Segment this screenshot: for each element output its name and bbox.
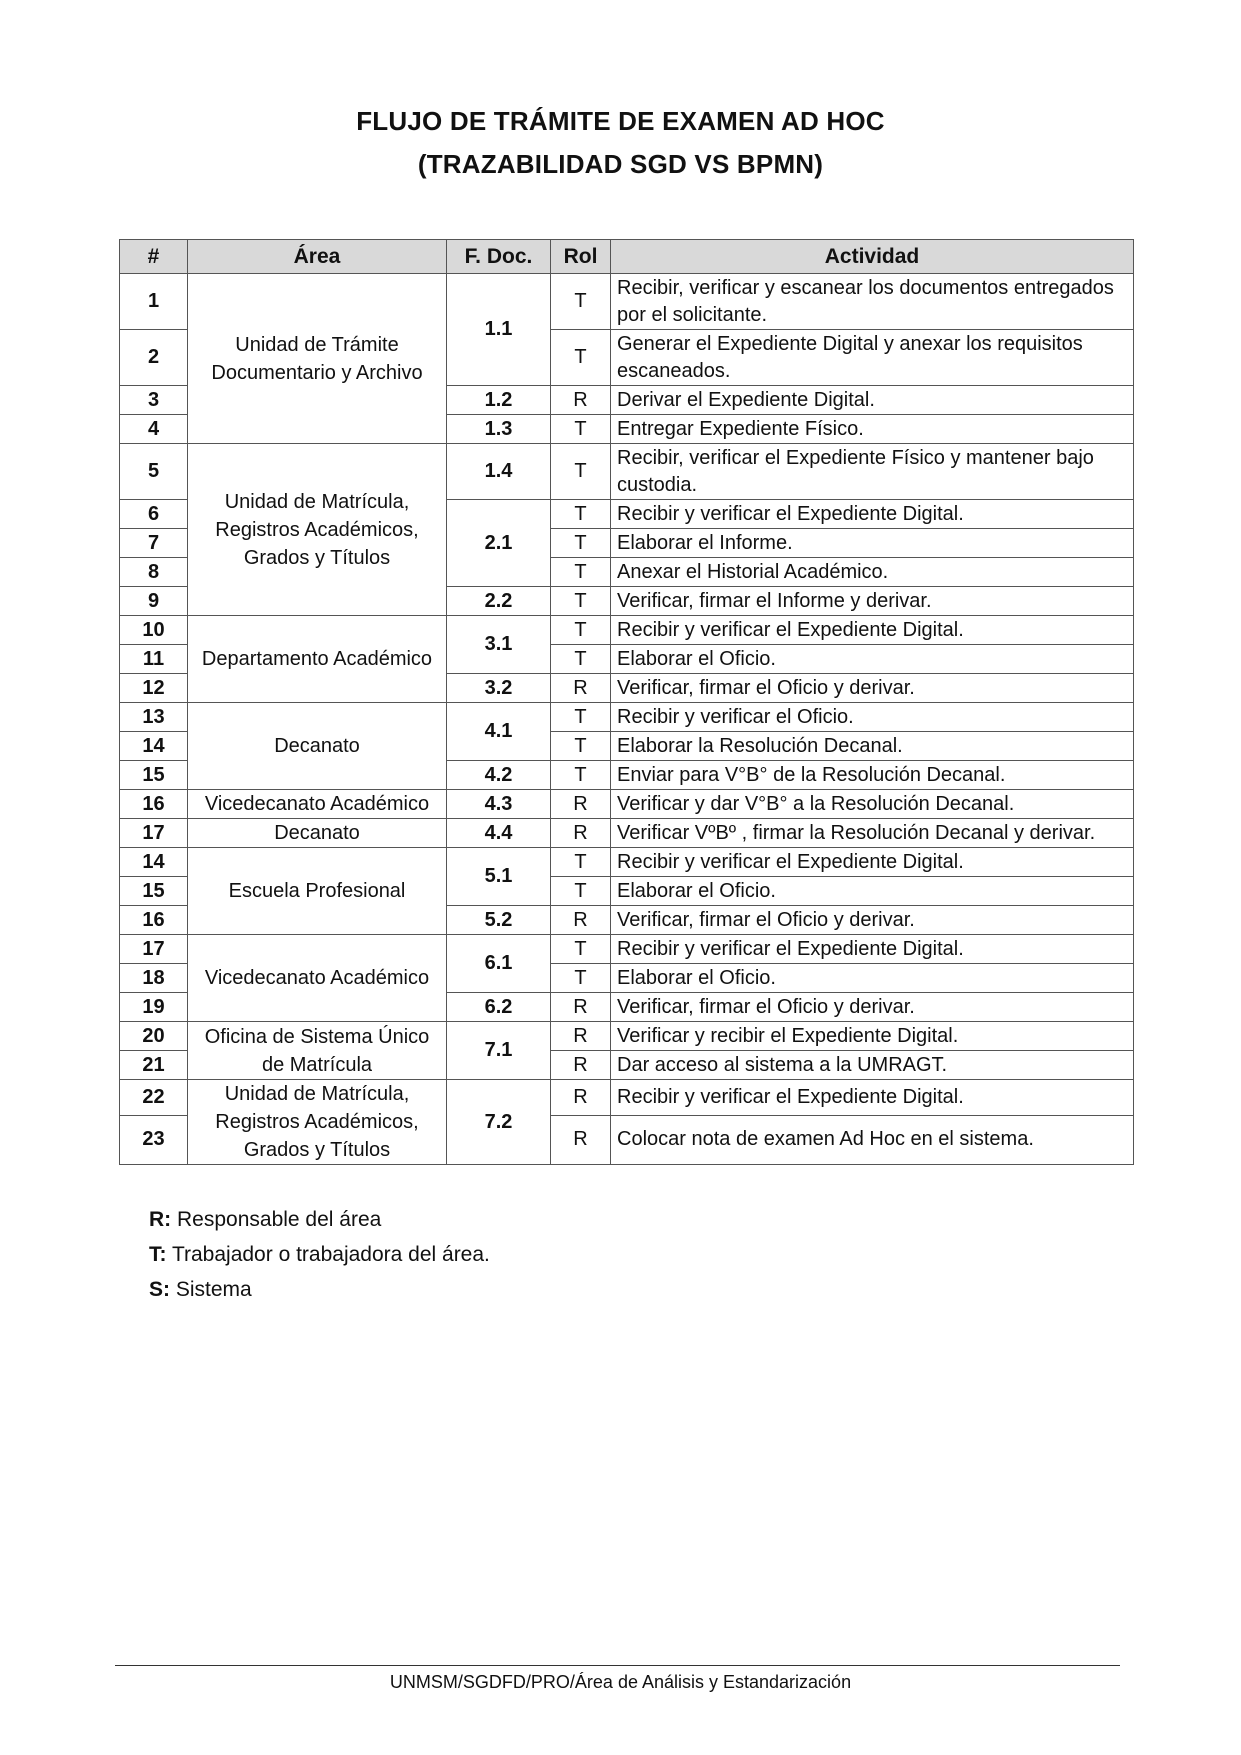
fdoc-cell: 6.2: [447, 993, 551, 1022]
legend-item-r: [149, 1202, 490, 1237]
fdoc-cell: 1.4: [447, 444, 551, 500]
actividad-cell: Recibir y verificar el Expediente Digital.: [611, 935, 1134, 964]
area-cell: Escuela Profesional: [188, 848, 447, 935]
area-cell: Departamento Académico: [188, 616, 447, 703]
area-cell: Decanato: [188, 703, 447, 790]
rol-cell: R: [551, 386, 611, 415]
fdoc-cell: 3.2: [447, 674, 551, 703]
row-number: 9: [120, 587, 188, 616]
fdoc-cell: 7.1: [447, 1022, 551, 1080]
actividad-cell: Verificar VºBº , firmar la Resolución Decanal y derivar.: [611, 819, 1134, 848]
actividad-cell: Anexar el Historial Académico.: [611, 558, 1134, 587]
header-rol: Rol: [551, 240, 611, 274]
legend-text: Trabajador o trabajadora del área.: [166, 1243, 490, 1266]
legend-text: Sistema: [170, 1278, 252, 1301]
fdoc-cell: 4.3: [447, 790, 551, 819]
actividad-cell: Dar acceso al sistema a la UMRAGT.: [611, 1051, 1134, 1080]
table-row: [120, 848, 1134, 877]
fdoc-cell: 7.2: [447, 1080, 551, 1165]
row-number: 3: [120, 386, 188, 415]
fdoc-cell: 1.1: [447, 274, 551, 386]
actividad-cell: Verificar, firmar el Oficio y derivar.: [611, 674, 1134, 703]
table-row: [120, 1080, 1134, 1116]
legend-code: S:: [149, 1278, 170, 1301]
area-cell: Unidad de Matrícula, Registros Académicos, Grados y Títulos: [188, 1080, 447, 1165]
table-row: [120, 935, 1134, 964]
rol-cell: T: [551, 964, 611, 993]
row-number: 23: [120, 1115, 188, 1164]
row-number: 6: [120, 500, 188, 529]
fdoc-cell: 4.1: [447, 703, 551, 761]
actividad-cell: Derivar el Expediente Digital.: [611, 386, 1134, 415]
actividad-cell: Verificar, firmar el Oficio y derivar.: [611, 993, 1134, 1022]
actividad-cell: Elaborar el Oficio.: [611, 877, 1134, 906]
row-number: 21: [120, 1051, 188, 1080]
rol-cell: T: [551, 732, 611, 761]
fdoc-cell: 2.2: [447, 587, 551, 616]
row-number: 14: [120, 848, 188, 877]
actividad-cell: Entregar Expediente Físico.: [611, 415, 1134, 444]
rol-cell: T: [551, 761, 611, 790]
actividad-cell: Enviar para V°B° de la Resolución Decanal.: [611, 761, 1134, 790]
fdoc-cell: 2.1: [447, 500, 551, 587]
rol-cell: T: [551, 848, 611, 877]
row-number: 5: [120, 444, 188, 500]
table-row: [120, 616, 1134, 645]
row-number: 20: [120, 1022, 188, 1051]
actividad-cell: Generar el Expediente Digital y anexar los requisitos escaneados.: [611, 330, 1134, 386]
header-actividad: Actividad: [611, 240, 1134, 274]
row-number: 7: [120, 529, 188, 558]
fdoc-cell: 4.4: [447, 819, 551, 848]
fdoc-cell: 5.2: [447, 906, 551, 935]
rol-cell: T: [551, 703, 611, 732]
rol-cell: R: [551, 1051, 611, 1080]
area-cell: Oficina de Sistema Único de Matrícula: [188, 1022, 447, 1080]
actividad-cell: Verificar y dar V°B° a la Resolución Decanal.: [611, 790, 1134, 819]
actividad-cell: Recibir, verificar el Expediente Físico y mantener bajo custodia.: [611, 444, 1134, 500]
row-number: 17: [120, 819, 188, 848]
area-cell: Decanato: [188, 819, 447, 848]
fdoc-cell: 6.1: [447, 935, 551, 993]
rol-cell: T: [551, 415, 611, 444]
page-footer: UNMSM/SGDFD/PRO/Área de Análisis y Estandarización: [389, 1672, 852, 1692]
actividad-cell: Elaborar la Resolución Decanal.: [611, 732, 1134, 761]
rol-cell: T: [551, 529, 611, 558]
row-number: 10: [120, 616, 188, 645]
rol-cell: T: [551, 330, 611, 386]
rol-cell: T: [551, 500, 611, 529]
table-row: [120, 1022, 1134, 1051]
actividad-cell: Recibir y verificar el Expediente Digital.: [611, 616, 1134, 645]
actividad-cell: Recibir y verificar el Expediente Digital.: [611, 1080, 1134, 1116]
document-title: [0, 100, 1241, 186]
legend-code: T:: [149, 1243, 167, 1266]
actividad-cell: Verificar, firmar el Oficio y derivar.: [611, 906, 1134, 935]
rol-cell: T: [551, 558, 611, 587]
row-number: 16: [120, 906, 188, 935]
actividad-cell: Recibir, verificar y escanear los documentos entregados por el solicitante.: [611, 274, 1134, 330]
row-number: 2: [120, 330, 188, 386]
legend-code: R:: [149, 1208, 172, 1231]
rol-cell: R: [551, 674, 611, 703]
title-line-2: (TRAZABILIDAD SGD VS BPMN): [417, 149, 824, 179]
header-fdoc: F. Doc.: [447, 240, 551, 274]
row-number: 15: [120, 877, 188, 906]
fdoc-cell: 3.1: [447, 616, 551, 674]
footer-divider: [115, 1665, 1120, 1666]
table-row: [120, 444, 1134, 500]
actividad-cell: Verificar y recibir el Expediente Digital.: [611, 1022, 1134, 1051]
row-number: 4: [120, 415, 188, 444]
area-cell: Unidad de Matrícula, Registros Académicos, Grados y Títulos: [188, 444, 447, 616]
row-number: 13: [120, 703, 188, 732]
legend-item-s: [149, 1272, 490, 1307]
area-cell: Unidad de Trámite Documentario y Archivo: [188, 274, 447, 444]
role-legend: [149, 1202, 490, 1307]
actividad-cell: Elaborar el Oficio.: [611, 964, 1134, 993]
actividad-cell: Recibir y verificar el Oficio.: [611, 703, 1134, 732]
header-number: #: [120, 240, 188, 274]
row-number: 17: [120, 935, 188, 964]
actividad-cell: Elaborar el Informe.: [611, 529, 1134, 558]
row-number: 19: [120, 993, 188, 1022]
rol-cell: R: [551, 790, 611, 819]
row-number: 18: [120, 964, 188, 993]
flow-table: [119, 239, 1134, 1165]
row-number: 15: [120, 761, 188, 790]
table-row: [120, 790, 1134, 819]
actividad-cell: Colocar nota de examen Ad Hoc en el sistema.: [611, 1115, 1134, 1164]
rol-cell: R: [551, 1115, 611, 1164]
rol-cell: R: [551, 819, 611, 848]
rol-cell: R: [551, 1080, 611, 1116]
table-header-row: [120, 240, 1134, 274]
row-number: 8: [120, 558, 188, 587]
row-number: 16: [120, 790, 188, 819]
actividad-cell: Recibir y verificar el Expediente Digital.: [611, 500, 1134, 529]
area-cell: Vicedecanato Académico: [188, 935, 447, 1022]
rol-cell: R: [551, 1022, 611, 1051]
table-row: [120, 819, 1134, 848]
row-number: 11: [120, 645, 188, 674]
title-line-1: FLUJO DE TRÁMITE DE EXAMEN AD HOC: [356, 106, 885, 136]
area-cell: Vicedecanato Académico: [188, 790, 447, 819]
row-number: 14: [120, 732, 188, 761]
rol-cell: T: [551, 274, 611, 330]
rol-cell: T: [551, 645, 611, 674]
fdoc-cell: 1.3: [447, 415, 551, 444]
fdoc-cell: 5.1: [447, 848, 551, 906]
rol-cell: R: [551, 993, 611, 1022]
rol-cell: T: [551, 616, 611, 645]
rol-cell: T: [551, 444, 611, 500]
rol-cell: R: [551, 906, 611, 935]
actividad-cell: Recibir y verificar el Expediente Digital.: [611, 848, 1134, 877]
row-number: 22: [120, 1080, 188, 1116]
actividad-cell: Elaborar el Oficio.: [611, 645, 1134, 674]
table-row: [120, 703, 1134, 732]
rol-cell: T: [551, 587, 611, 616]
row-number: 12: [120, 674, 188, 703]
fdoc-cell: 4.2: [447, 761, 551, 790]
legend-text: Responsable del área: [171, 1208, 382, 1231]
actividad-cell: Verificar, firmar el Informe y derivar.: [611, 587, 1134, 616]
table-row: [120, 274, 1134, 330]
header-area: Área: [188, 240, 447, 274]
row-number: 1: [120, 274, 188, 330]
rol-cell: T: [551, 877, 611, 906]
legend-item-t: [149, 1237, 490, 1272]
rol-cell: T: [551, 935, 611, 964]
fdoc-cell: 1.2: [447, 386, 551, 415]
